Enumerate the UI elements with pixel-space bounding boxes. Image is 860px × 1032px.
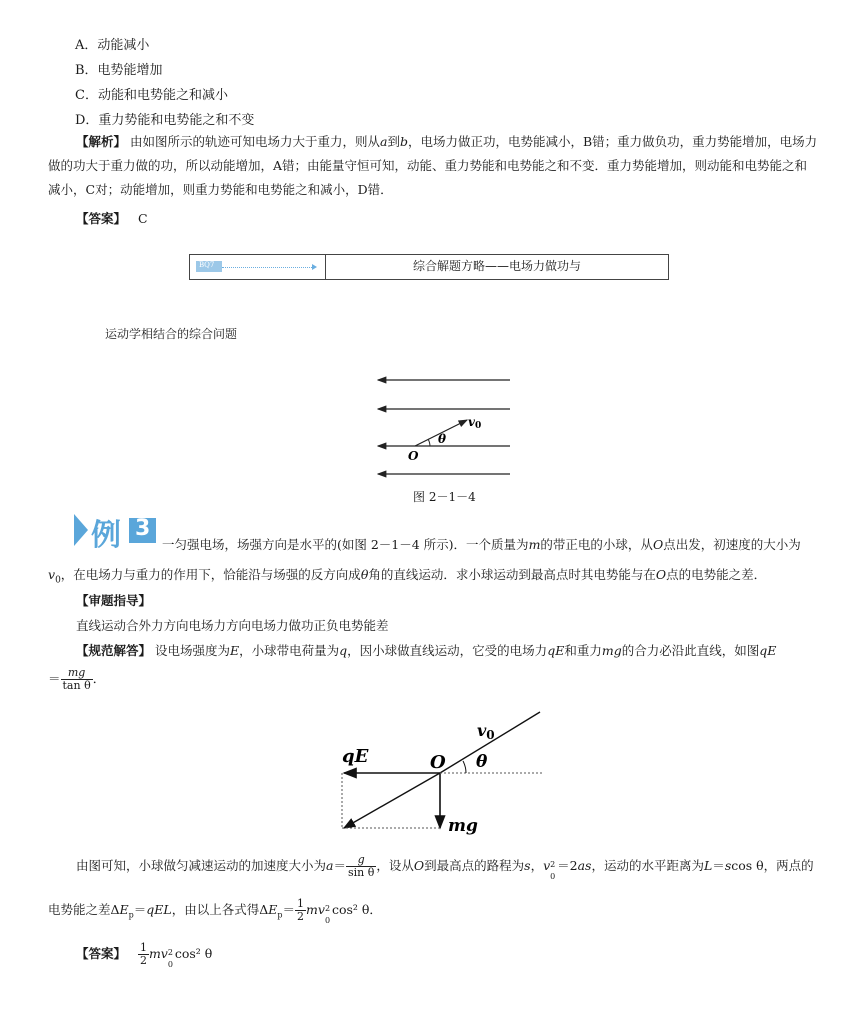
angle-arc — [428, 439, 430, 446]
qE-label: qE — [342, 746, 369, 767]
analysis-label: 【解析】 — [76, 134, 127, 149]
O-label: O — [430, 752, 446, 773]
guide-label: 【审题指导】 — [76, 593, 152, 608]
example-text: 一匀强电场，场强方向是水平的(如图 2－1－4 所示)．一个质量为m的带正电的小球，从O点出发，初速度的大小为$v_0$，在电场力与重力的作用下，恰能沿与场强的反方向成θ角的直线运动．求小球运动到最高点时其电势能与在O点的电势能之差． — [48, 537, 801, 586]
equation-1: ＝ $\frac{mg}{\text{tan θ}}$ ． — [48, 666, 106, 692]
answer-2: 【答案】 $\frac{1}{2}$ mv 2 0 cos² θ — [76, 941, 213, 969]
theta-label: θ — [476, 752, 488, 772]
example-badge: 例 3 — [74, 514, 158, 547]
solution-paragraph: 【规范解答】 设电场强度为E，小球带电荷量为q，因小球做直线运动，它受的电场力qE和重力mg的合力必沿此直线，如图qE — [76, 643, 777, 658]
option-d: D．重力势能和电势能之和不变 — [75, 113, 255, 128]
answer-label: 【答案】 — [76, 946, 127, 961]
solution-label: 【规范解答】 — [76, 643, 152, 658]
mg-label: mg — [448, 816, 478, 836]
v0-label: v0 — [477, 721, 495, 742]
resultant-vector — [344, 773, 440, 828]
motion-line — [440, 712, 540, 773]
derivation-line-1: 由图可知，小球做匀减速运动的加速度大小为a＝ $\frac{g}{\text{sin θ}}$ ，设从O到最高点的路程为s，v 2 0 ＝2as，运动的水平距离为L＝scos θ，两点的 — [76, 853, 814, 881]
angle-arc — [463, 761, 466, 773]
banner-title: 综合解题方略——电场力做功与 — [412, 259, 581, 273]
option-c: C．动能和电势能之和减小 — [75, 88, 228, 103]
figure-2-1-4 — [370, 368, 520, 478]
answer-value: C — [137, 211, 148, 226]
theta-label: θ — [438, 432, 447, 446]
guide-label-line — [48, 589, 818, 613]
answer-1 — [48, 207, 818, 231]
origin-label: O — [408, 449, 419, 463]
banner-tag-icon: BQ7 — [196, 261, 222, 272]
option-a: A．动能减小 — [75, 38, 150, 53]
banner-dotted-line — [222, 267, 314, 268]
guide-text: 直线运动合外力方向电场力方向电场力做功正负电势能差 — [76, 618, 389, 633]
banner-arrow-icon — [312, 264, 317, 270]
v0-label: v0 — [468, 415, 482, 431]
section-banner — [189, 254, 669, 280]
analysis-paragraph: 【解析】 由如图所示的轨迹可知电场力大于重力，则从a到b，电场力做正功，电势能减小，B错；重力做负功，重力势能增加，电场力做的功大于重力做的功，所以动能增加，A错；由能量守恒可知，动能、重力势能和电势能之和不变．重力势能增加，则动能和电势能之和减小，C对；动能增加，则重力势能和电势能之和减小，D错． — [48, 134, 818, 197]
derivation-line-2: 电势能之差$\Delta E_p=qEL$，由以上各式得$\Delta E_p=$ $\frac{1}{2}$ mv 2 0 cos² θ． — [48, 897, 382, 925]
force-diagram — [330, 706, 550, 841]
banner-subtitle: 运动学相结合的综合问题 — [105, 327, 238, 341]
figure-caption: 图 2－1－4 — [413, 490, 476, 504]
option-b: B．电势能增加 — [75, 63, 163, 78]
answer-label: 【答案】 — [76, 211, 127, 226]
